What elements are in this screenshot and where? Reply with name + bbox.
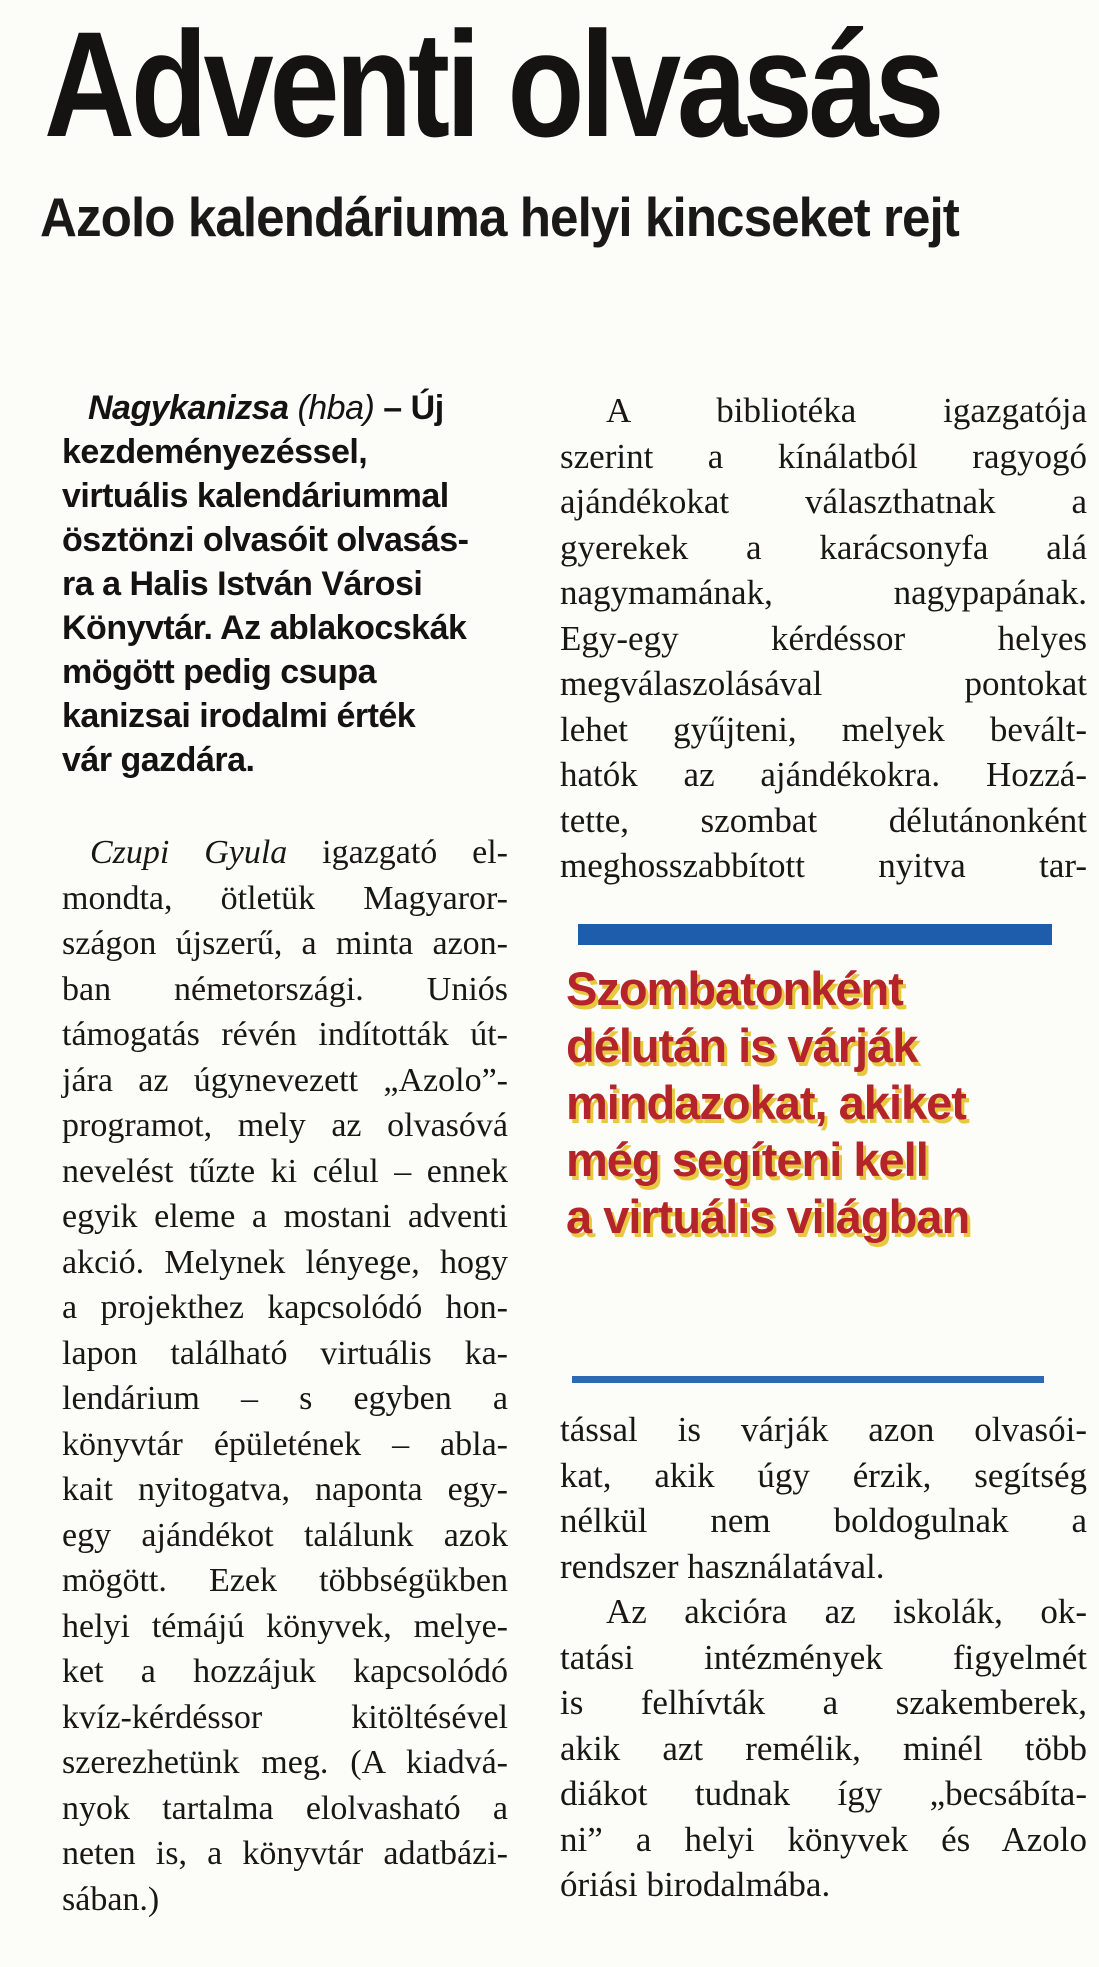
body-paragraph-2 bbox=[560, 388, 1087, 889]
body-paragraph-4 bbox=[560, 1589, 1087, 1908]
body-paragraph-2-lines: A bibliotéka igazgatója szerint a kínálatból ragyogó ajándékokat választhatnak a gyerekek a karácsonyfa alá nagymamának, nagypapának. Egy-egy kérdéssor helyes megválaszolásával pontokat lehet gyűjteni, melyek bevált- hatók az ajándékokra. Hozzá- tette, szombat délutánonként meghosszabbított nyitva tar- bbox=[560, 391, 1087, 885]
body-paragraph-1 bbox=[62, 830, 508, 1922]
body-paragraph-1-first-line bbox=[62, 830, 508, 876]
person-name: Czupi Gyula bbox=[90, 834, 288, 871]
body-paragraph-1-first-line-rest: igazgató el- bbox=[322, 834, 509, 871]
dateline-credit: (hba) bbox=[297, 389, 375, 427]
pullquote-bottom-rule bbox=[572, 1376, 1044, 1383]
body-paragraph-4-lines: Az akcióra az iskolák, ok- tatási intézmények figyelmét is felhívták a szakemberek, akik azt remélik, minél több diákot tudnak így „becsábíta- ni” a helyi könyvek és Azolo óriási birodalmába. bbox=[560, 1592, 1087, 1904]
subhead bbox=[40, 186, 1028, 249]
pullquote-top-bar bbox=[578, 924, 1052, 945]
body-paragraph-3-lines: tással is várják azon olvasói- kat, akik úgy érzik, segítség nélkül nem boldogulnak a rendszer használatával. bbox=[560, 1410, 1087, 1586]
body-paragraph-1-lines: mondta, ötletük Magyaror- szágon újszerű, a minta azon- ban németországi. Uniós támogatás révén indították út- jára az úgynevezett „Azolo”- programot, mely az olvasóvá nevelést tűzte ki célul – ennek egyik eleme a mostani adventi akció. Melynek lényege, hogy a projekthez kapcsolódó hon- lapon található virtuális ka- lendárium – s egyben a könyvtár épületének – abla- kait nyitogatva, naponta egy- egy ajándékot találunk azok mögött. Ezek többségükben helyi témájú könyvek, melye- ket a hozzájuk kapcsolódó kvíz-kérdéssor kitöltésével szerezhetünk meg. (A kiadvá- nyok tartalma elolvasható a neten is, a könyvtár adatbázi- sában.) bbox=[62, 879, 508, 1918]
headline-text: Adventi olvasás bbox=[44, 0, 941, 168]
subhead-text: Azolo kalendáriuma helyi kincseket rejt bbox=[40, 186, 959, 248]
lead-lines: kezdeményezéssel, virtuális kalendáriummal ösztönzi olvasóit olvasás- ra a Halis István Városi Könyvtár. Az ablakocskák mögött pedig csupa kanizsai irodalmi érték vár gazdára. bbox=[62, 433, 469, 779]
pull-quote bbox=[566, 960, 1088, 1245]
body-paragraph-3 bbox=[560, 1407, 1087, 1589]
lead-paragraph bbox=[62, 386, 510, 782]
headline bbox=[44, 0, 1099, 168]
lead-first-line-rest: – Új bbox=[383, 389, 444, 427]
dateline-line bbox=[62, 386, 510, 430]
pull-quote-lines: Szombatonként délután is várják mindazokat, akiket még segíteni kell a virtuális világban bbox=[566, 962, 970, 1243]
dateline-location: Nagykanizsa bbox=[88, 389, 289, 427]
